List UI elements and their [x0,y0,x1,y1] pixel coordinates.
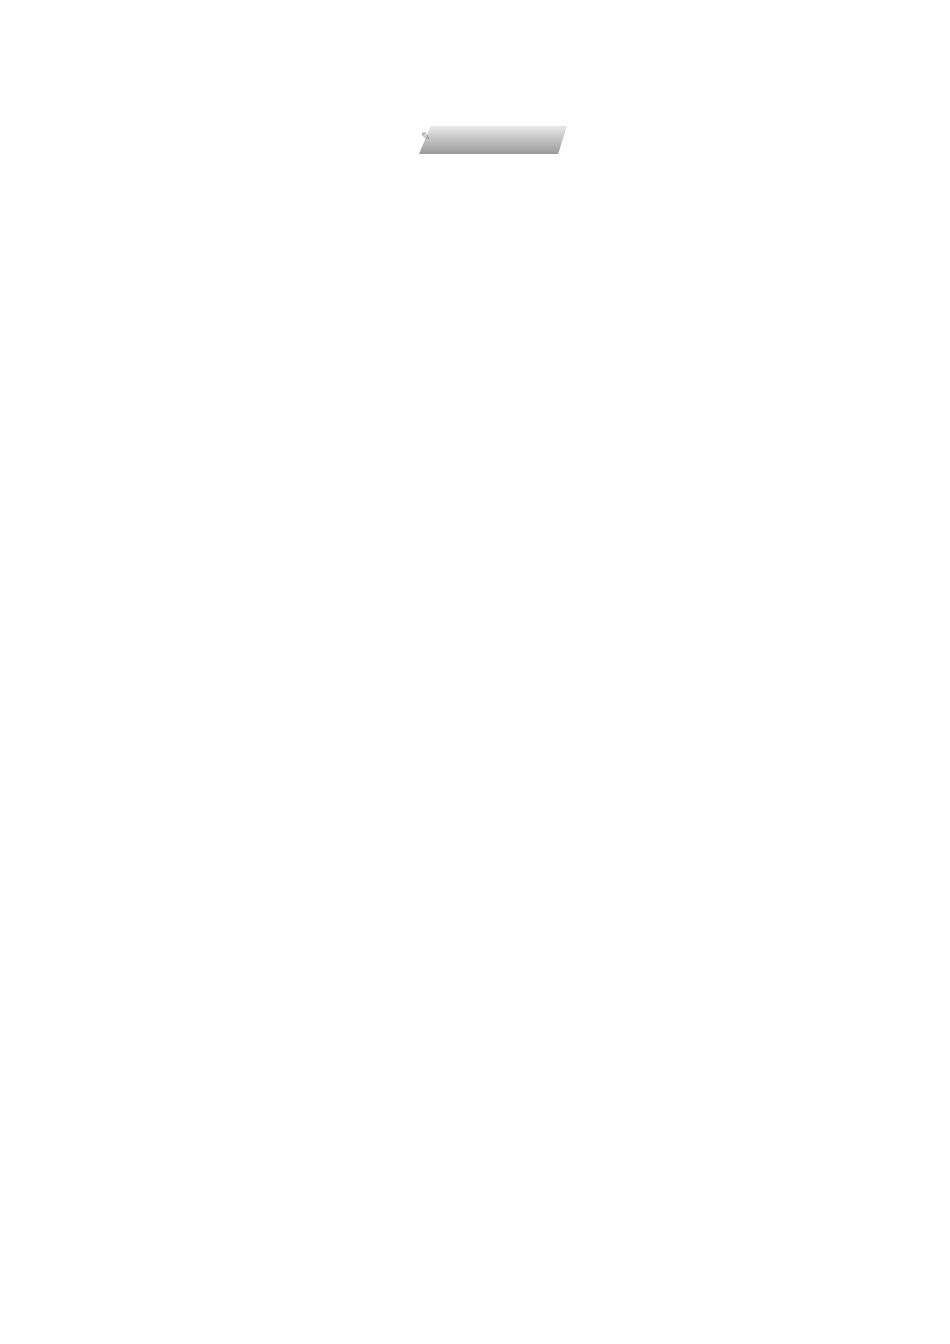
banner-background [419,126,567,154]
banner-deco-icon: ✎ [421,130,431,143]
section-banner [137,124,817,158]
document-page [137,118,817,164]
